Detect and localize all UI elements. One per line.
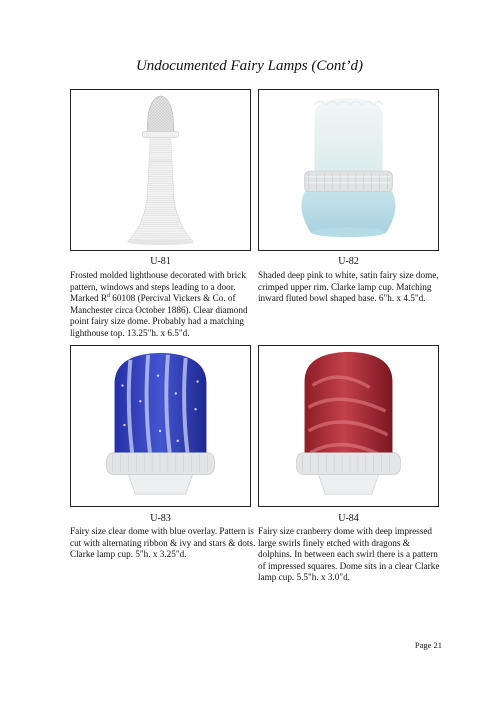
cranberry-swirl-lamp-image — [259, 346, 438, 506]
lamp-description: Shaded deep pink to white, satin fairy size dome, crimped upper rim. Clarke lamp cup. Matching inward fluted bowl shaped base. 6"h. x 4.5"d. — [258, 270, 439, 304]
lamp-photo-u82 — [258, 89, 439, 251]
lamp-photo-u81 — [70, 89, 251, 251]
lamp-photo-u83 — [70, 345, 251, 507]
page-number: Page 21 — [414, 640, 442, 650]
satin-dome-lamp-image — [259, 90, 438, 250]
lamp-description: Frosted molded lighthouse decorated with brick pattern, windows and steps leading to a door. Marked $R^d$ 60108 (Percival Vickers & Co. of Manchester circa October 1886). Clear diamond point fairy size dome. Probably had a matching lighthouse top. 13.25"h. x 6.5"d. — [70, 270, 248, 338]
lamp-photo-u84 — [258, 345, 439, 507]
lamp-number: U-81 — [150, 256, 171, 267]
lamp-number: U-82 — [338, 256, 359, 267]
lamp-description: Fairy size clear dome with blue overlay. Pattern is cut with alternating ribbon & ivy and stars & dots. Clarke lamp cup. 5"h. x 3.25"d. — [70, 526, 256, 560]
lamp-number: U-84 — [338, 513, 359, 524]
lamp-description: Fairy size cranberry dome with deep impressed large swirls finely etched with dragons & dolphins. In between each swirl there is a pattern of impressed squares. Dome sits in a clear Clarke lamp cup. 5.5"h. x 3.0"d. — [258, 526, 440, 583]
page-title: Undocumented Fairy Lamps (Cont’d) — [135, 58, 364, 74]
lamp-number: U-83 — [150, 513, 171, 524]
blue-overlay-lamp-image — [71, 346, 250, 506]
lighthouse-lamp-image — [71, 90, 250, 250]
